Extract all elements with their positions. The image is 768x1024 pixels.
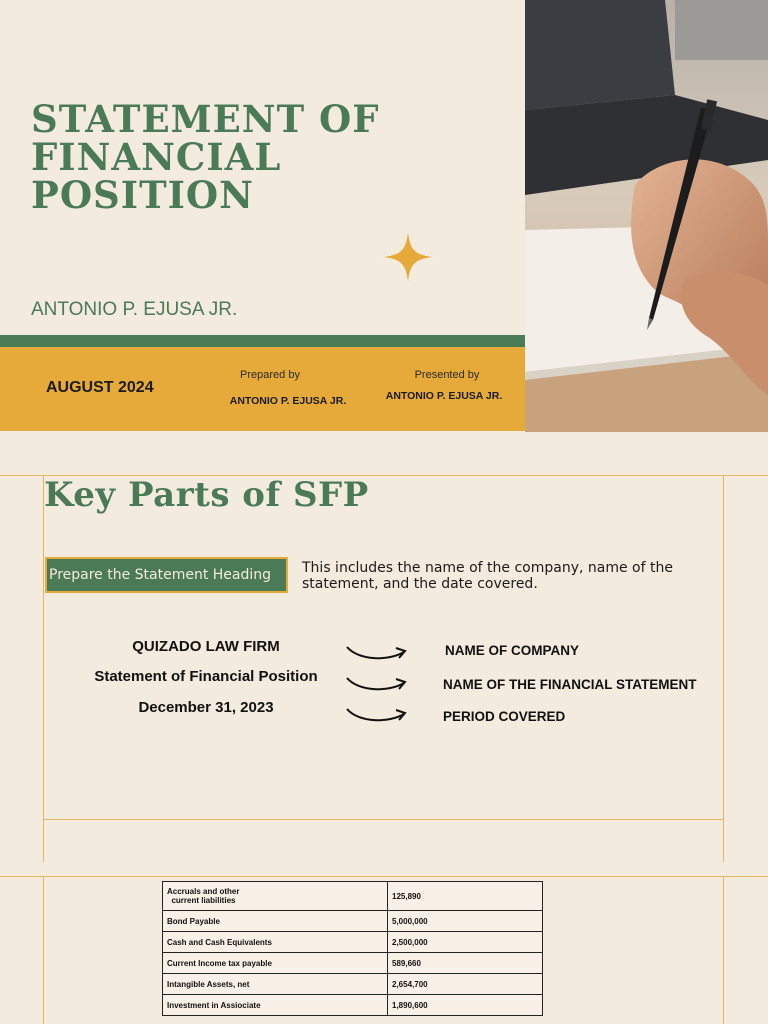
frame-line-right (723, 475, 724, 862)
part-label-company: NAME OF COMPANY (445, 643, 579, 658)
author-name: ANTONIO P. EJUSA JR. (31, 299, 238, 320)
part-label-period: PERIOD COVERED (443, 709, 566, 724)
presented-by-name: ANTONIO P. EJUSA JR. (385, 390, 503, 402)
frame-line-top (0, 876, 768, 877)
table-row (163, 953, 543, 974)
amount-cell: 589,660 (388, 953, 543, 974)
table-row (163, 882, 543, 911)
table-row (163, 974, 543, 995)
frame-line-left (43, 876, 44, 1024)
example-period: December 31, 2023 (138, 699, 274, 716)
frame-line-bottom (43, 819, 724, 820)
table-row (163, 911, 543, 932)
account-cell: Cash and Cash Equivalents (163, 932, 388, 953)
account-cell: Investment in Assiociate (163, 995, 388, 1016)
amount-cell: 125,890 (388, 882, 543, 911)
account-cell: Current Income tax payable (163, 953, 388, 974)
part-label-statement: NAME OF THE FINANCIAL STATEMENT (443, 677, 697, 692)
frame-line-right (723, 876, 724, 1024)
accounts-slide (0, 876, 768, 1024)
sparkle-icon (383, 232, 433, 282)
prepared-by-label: Prepared by (240, 369, 300, 381)
example-statement: Statement of Financial Position (94, 668, 318, 685)
curved-arrow-icon (344, 643, 408, 667)
frame-line-left (43, 475, 44, 862)
step-description: This includes the name of the company, name of the statement, and the date covered. (302, 560, 673, 592)
slide-title: STATEMENT OF FINANCIAL POSITION (31, 97, 380, 217)
table-row (163, 995, 543, 1016)
title-slide (0, 0, 768, 432)
writing-hand-photo (525, 0, 768, 432)
green-divider (0, 335, 525, 347)
account-cell: Bond Payable (163, 911, 388, 932)
key-parts-slide (0, 475, 768, 865)
curved-arrow-icon (344, 674, 408, 698)
account-cell: Intangible Assets, net (163, 974, 388, 995)
account-cell: Accruals and other current liabilities (163, 882, 388, 911)
accounts-table (162, 881, 543, 1016)
step-label-box: Prepare the Statement Heading (45, 557, 288, 593)
amount-cell: 1,890,600 (388, 995, 543, 1016)
amount-cell: 2,654,700 (388, 974, 543, 995)
prepared-by-name: ANTONIO P. EJUSA JR. (229, 395, 347, 407)
curved-arrow-icon (344, 705, 408, 729)
amount-cell: 5,000,000 (388, 911, 543, 932)
presented-by-label: Presented by (414, 369, 480, 381)
table-row (163, 932, 543, 953)
key-parts-title: Key Parts of SFP (44, 475, 369, 515)
example-company: QUIZADO LAW FIRM (132, 638, 280, 655)
presentation-date: AUGUST 2024 (46, 379, 154, 396)
amount-cell: 2,500,000 (388, 932, 543, 953)
